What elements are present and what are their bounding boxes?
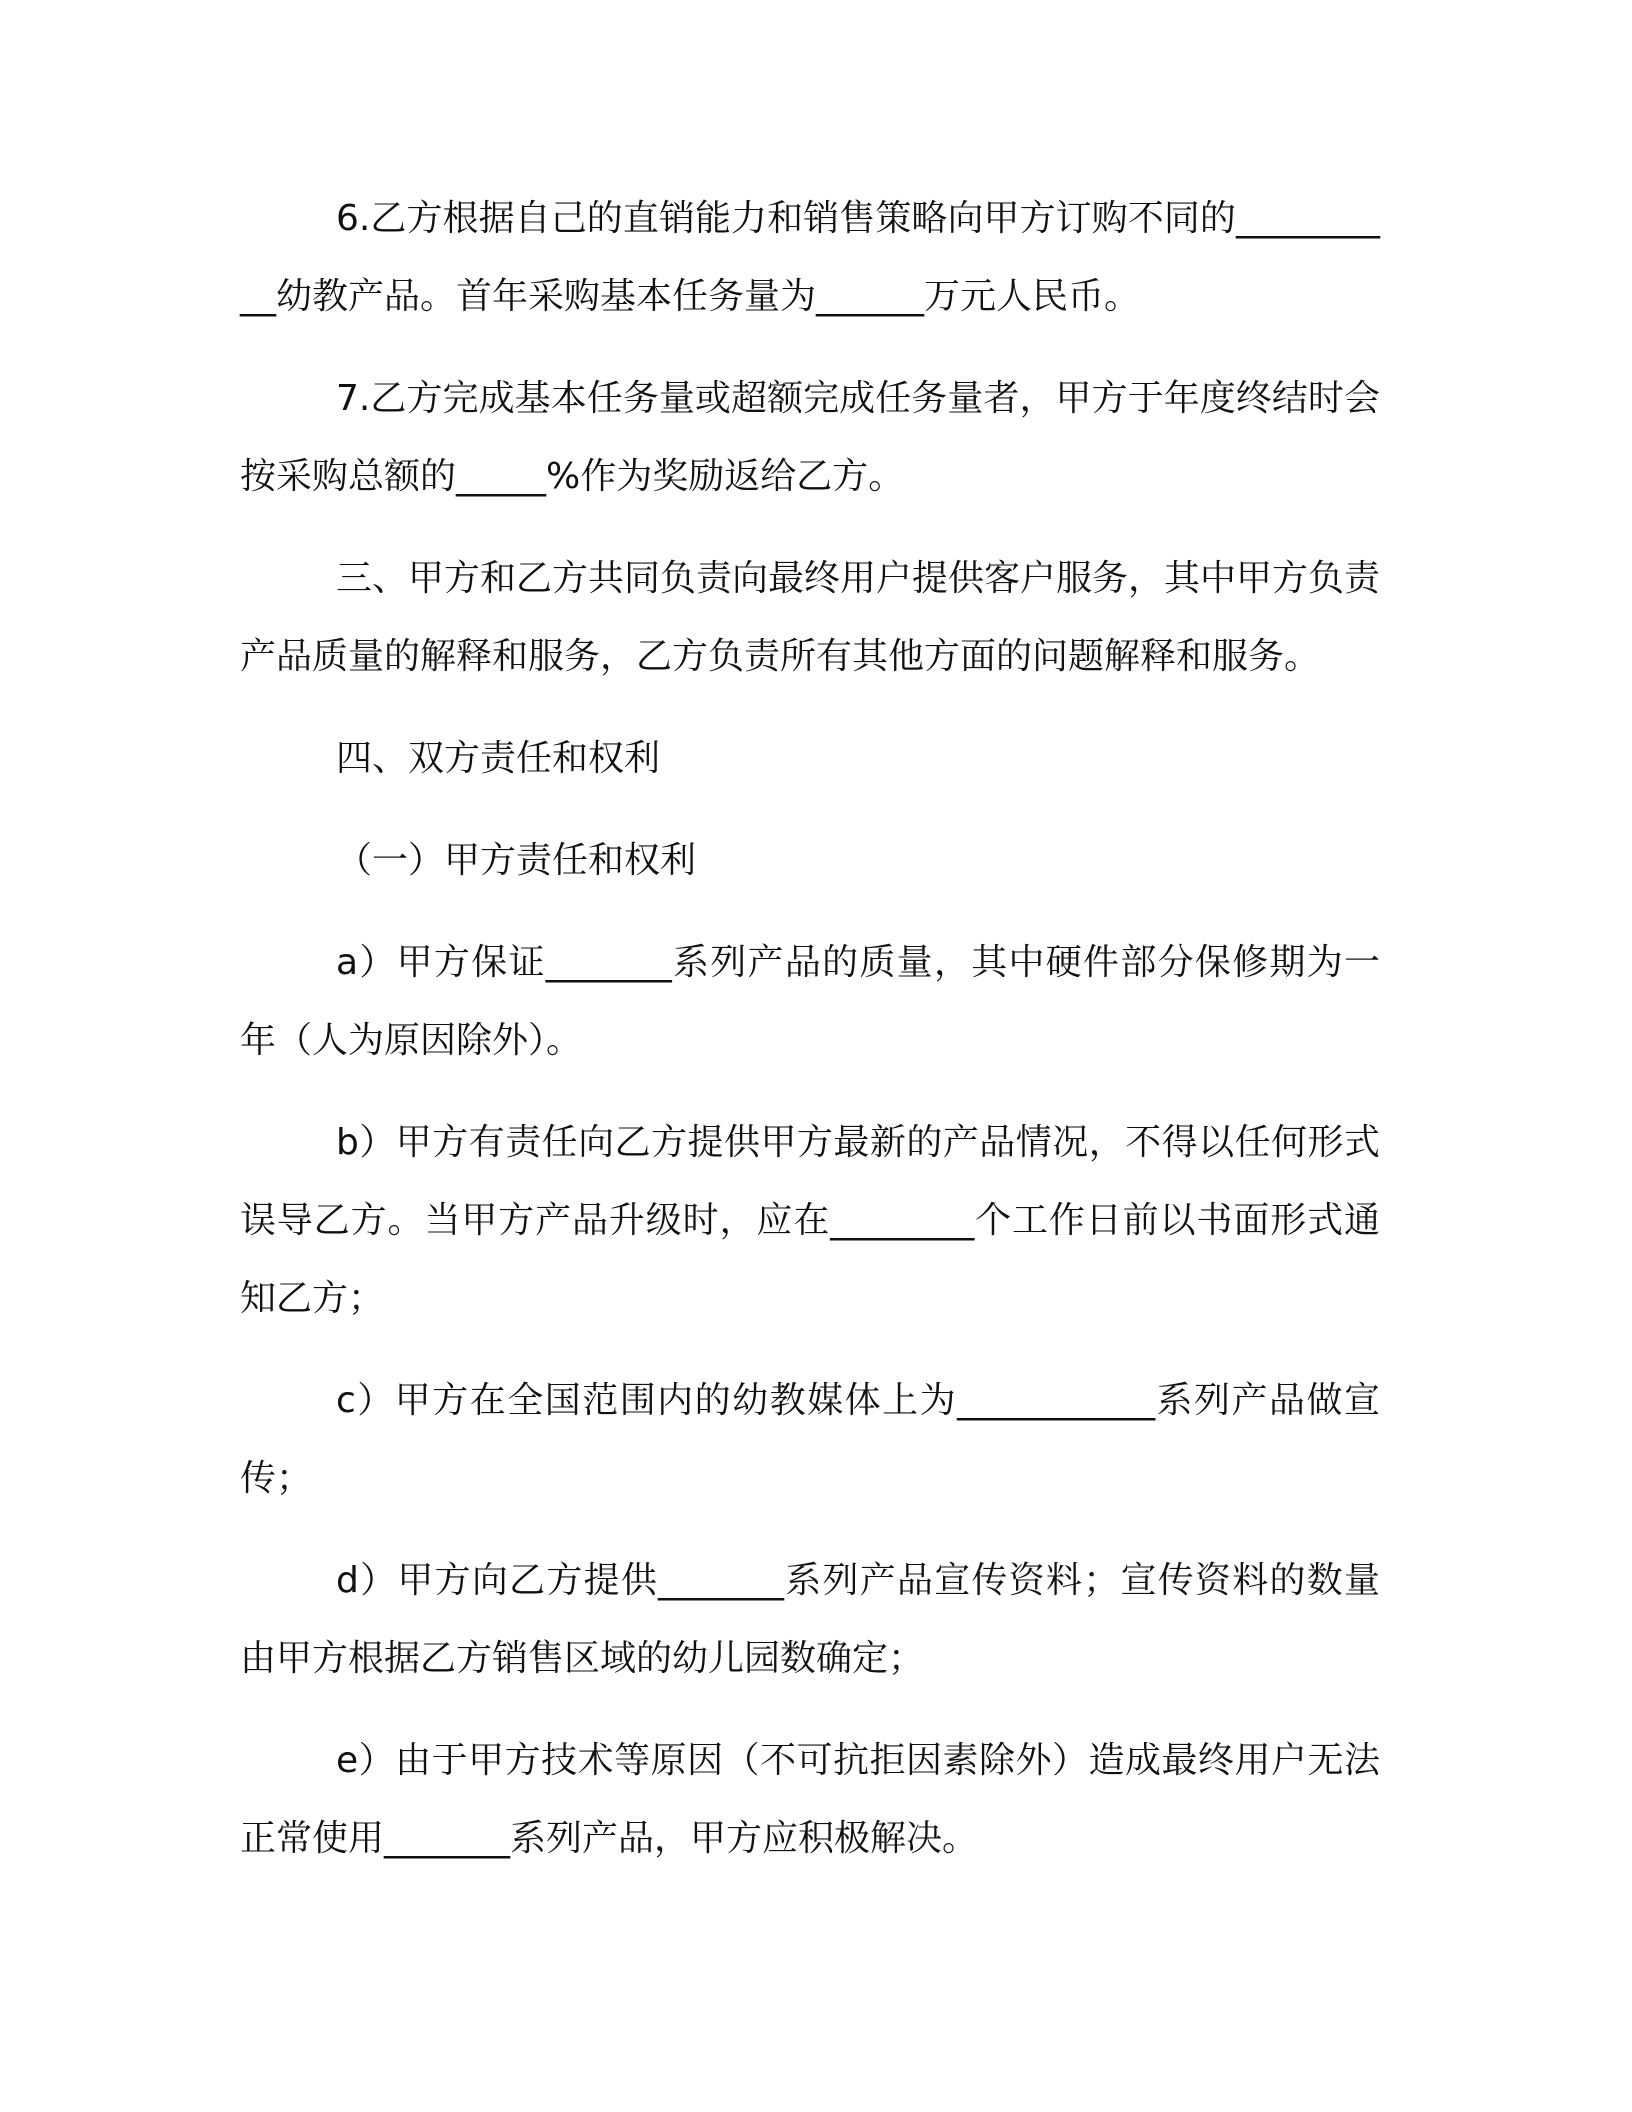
clause-c: c）甲方在全国范围内的幼教媒体上为___________系列产品做宣传； bbox=[240, 1380, 1380, 1499]
clause-a: a）甲方保证_______系列产品的质量，其中硬件部分保修期为一年（人为原因除外）。 bbox=[240, 942, 1380, 1061]
clause-d: d）甲方向乙方提供_______系列产品宣传资料；宣传资料的数量由甲方根据乙方销售区域的幼儿园数确定； bbox=[240, 1560, 1380, 1679]
section-4-1-heading: （一）甲方责任和权利 bbox=[336, 840, 697, 881]
document-page bbox=[240, 180, 1380, 1902]
clause-e: e）由于甲方技术等原因（不可抗拒因素除外）造成最终用户无法正常使用_______系列产品，甲方应积极解决。 bbox=[240, 1740, 1380, 1859]
clause-6: 6.乙方根据自己的直销能力和销售策略向甲方订购不同的__________幼教产品。首年采购基本任务量为______万元人民币。 bbox=[240, 198, 1380, 317]
clause-7: 7.乙方完成基本任务量或超额完成任务量者，甲方于年度终结时会按采购总额的_____%作为奖励返给乙方。 bbox=[240, 378, 1380, 497]
section-4-heading: 四、双方责任和权利 bbox=[336, 738, 661, 779]
clause-b: b）甲方有责任向乙方提供甲方最新的产品情况，不得以任何形式误导乙方。当甲方产品升级时，应在________个工作日前以书面形式通知乙方； bbox=[240, 1122, 1380, 1319]
section-3-paragraph: 三、甲方和乙方共同负责向最终用户提供客户服务，其中甲方负责产品质量的解释和服务，乙方负责所有其他方面的问题解释和服务。 bbox=[240, 558, 1381, 677]
